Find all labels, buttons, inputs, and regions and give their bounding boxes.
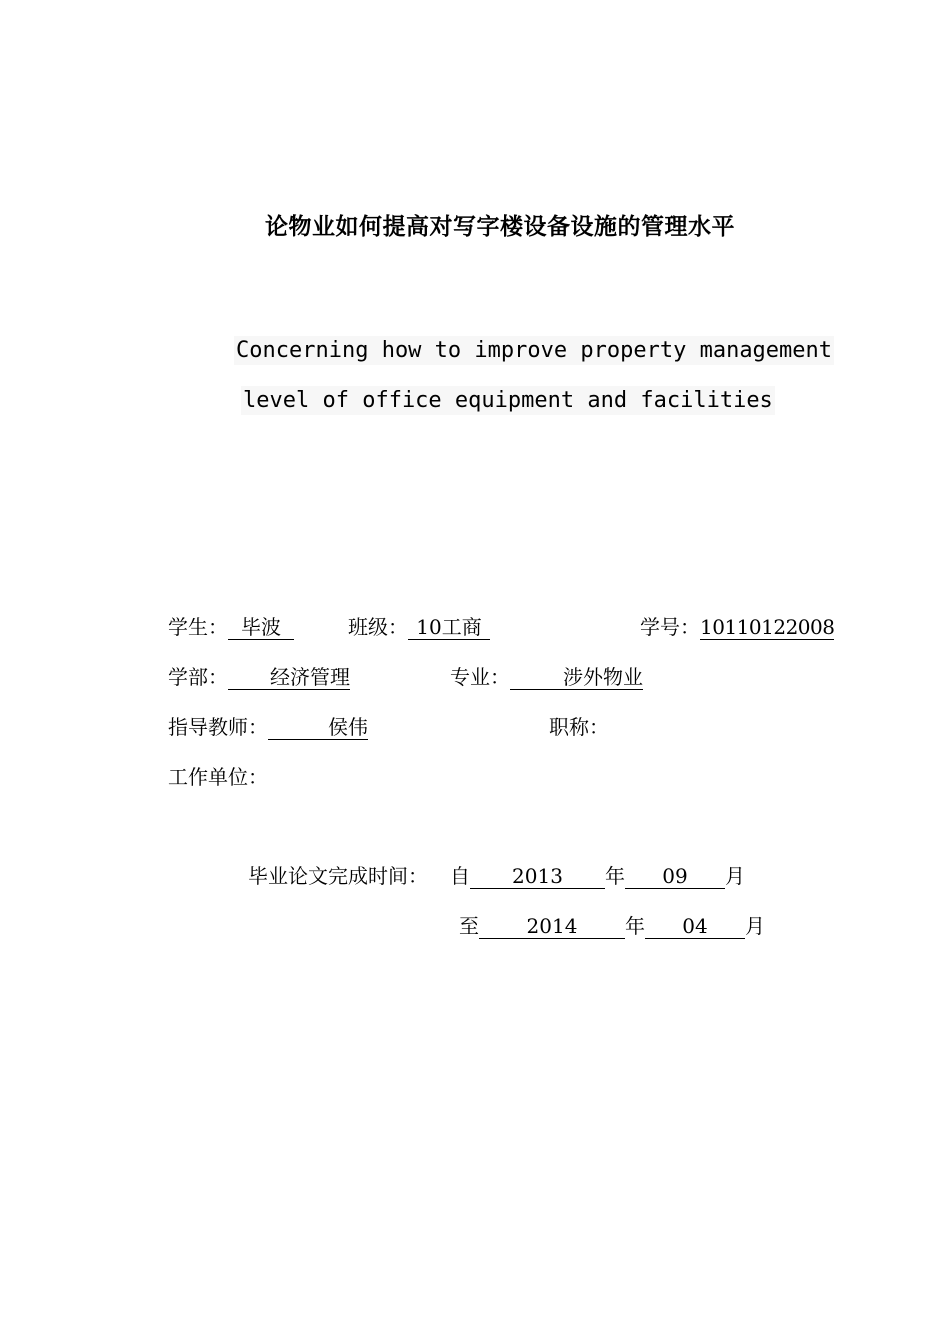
advisor-value: 侯伟 <box>268 716 368 740</box>
id-field <box>640 611 834 640</box>
major-field <box>450 661 643 690</box>
dept-value: 经济管理 <box>228 666 350 690</box>
workplace-label: 工作单位： <box>168 765 268 789</box>
advisor-label: 指导教师： <box>168 715 268 739</box>
from-month: 09 <box>625 865 725 889</box>
student-label: 学生： <box>168 615 228 639</box>
from-year: 2013 <box>470 865 605 889</box>
from-label: 自 <box>450 864 470 888</box>
id-value: 10110122008 <box>700 615 835 639</box>
major-value: 涉外物业 <box>510 666 643 690</box>
class-label: 班级： <box>348 615 408 639</box>
dept-label: 学部： <box>168 665 228 689</box>
to-month-char: 月 <box>745 914 765 938</box>
completion-to-row <box>459 910 765 939</box>
from-month-char: 月 <box>725 864 745 888</box>
dept-field <box>168 661 350 690</box>
id-label: 学号： <box>640 615 700 639</box>
from-year-char: 年 <box>605 864 625 888</box>
class-field <box>348 611 490 640</box>
thesis-title-en-line2: level of office equipment and facilities <box>243 388 773 413</box>
thesis-title-en-line1: Concerning how to improve property management <box>236 338 833 363</box>
to-month: 04 <box>645 915 745 939</box>
completion-label: 毕业论文完成时间： <box>248 864 428 888</box>
advisor-field <box>168 711 368 740</box>
to-year: 2014 <box>479 915 625 939</box>
to-year-char: 年 <box>625 914 645 938</box>
workplace-field <box>168 761 268 790</box>
to-label: 至 <box>459 914 479 938</box>
completion-from-row <box>248 860 745 889</box>
class-value: 10工商 <box>408 616 490 640</box>
student-field <box>168 611 294 640</box>
major-label: 专业： <box>450 665 510 689</box>
rank-field <box>549 711 609 740</box>
student-value: 毕波 <box>228 616 294 640</box>
rank-label: 职称： <box>549 715 609 739</box>
thesis-title-cn: 论物业如何提高对写字楼设备设施的管理水平 <box>265 214 735 240</box>
